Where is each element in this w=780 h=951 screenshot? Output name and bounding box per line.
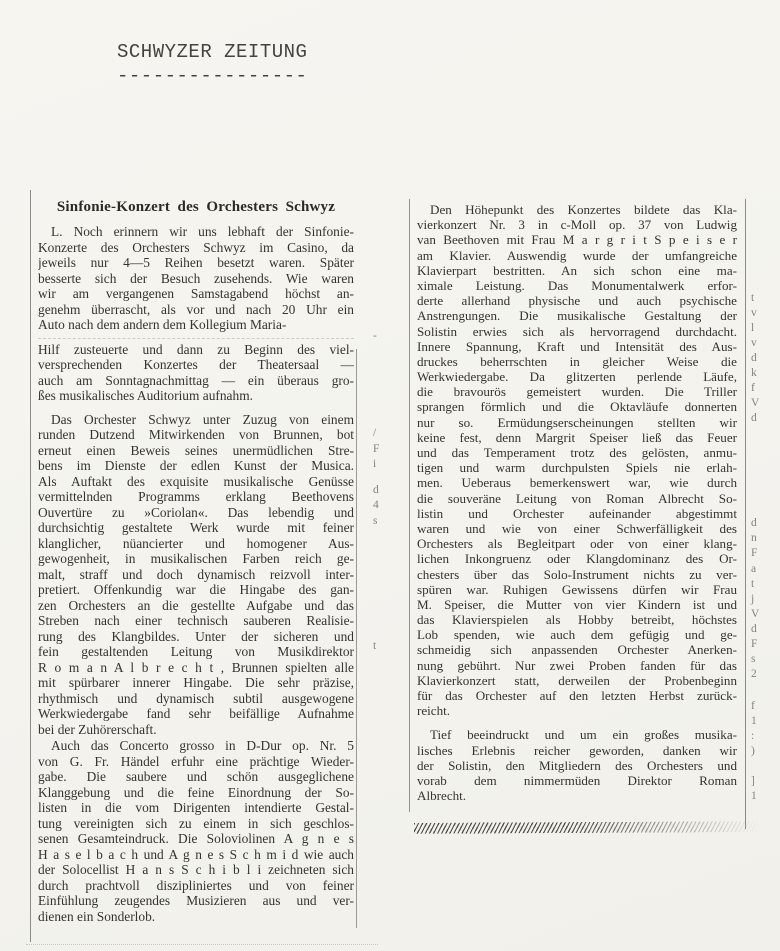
text-line: M. Speiser, die Mutter von vier Kindern ist und	[417, 596, 737, 612]
paste-seam-hatching	[414, 821, 760, 834]
text-line: spüren war. Ruhigen Gewissens dürfen wir Frau	[417, 581, 737, 597]
text-line: rhythmisch und dynamisch subtil ausgewogene	[38, 690, 354, 706]
margin-mark: s	[373, 515, 378, 527]
text-line: Albrecht.	[417, 788, 467, 804]
text-line: runden Dutzend Mitwirkenden von Brunnen, bot	[38, 427, 354, 442]
text-line: durchsichtig gestaltete Werk wurde mit feiner	[38, 520, 354, 535]
text-line: Orchesters als Begleitpart oder von einer klang-	[417, 536, 737, 552]
text-line: Auto nach dem andern dem Kollegium Maria-	[38, 317, 287, 332]
text-line: Klavierpart bestritten. An sich schon eine ma-	[417, 262, 737, 278]
text-line: Ouvertüre zu »Coriolan«. Das lebendig und	[38, 504, 354, 520]
text-line: malt, straff und doch dynamisch reizvoll inter-	[38, 566, 354, 582]
text-line: chesters über das Solo-Instrument nichts zu ver-	[417, 566, 737, 582]
text-line: Auch das Concerto grosso in D-Dur op. Nr. 5	[51, 738, 354, 753]
text-line: ßes musikalisches Auditorium aufnahm.	[38, 388, 253, 403]
text-line: druckes beherrschten in gleicher Weise die	[417, 353, 737, 369]
text-line: erneut einen Beweis seines unermüdlichen Stre-	[38, 442, 354, 458]
text-line: senen Gesamteindruck. Die Soloviolinen A g n e s	[38, 831, 354, 846]
text-line: Klavierkonzert statt, derweilen der Probenbeginn	[417, 672, 737, 688]
text-line: Klanggebung und die feine Einordnung der So-	[38, 784, 354, 800]
article-heading: Sinfonie-Konzert des Orchesters Schwyz	[56, 199, 336, 215]
text-line: lichen Inkongruenz oder Klangdominanz des Or-	[417, 551, 737, 567]
paragraph	[38, 412, 354, 738]
text-line: fein gestaltenden Leitung von Musikdirektor	[38, 644, 354, 659]
text-line: durch prachtvoll diszipliniertes und von feiner	[38, 877, 354, 893]
margin-mark: n	[751, 532, 757, 544]
margin-mark: d	[751, 623, 757, 635]
text-line: van Beethoven mit Frau M a r g r i t S p e i s e r	[417, 232, 737, 248]
text-line: Solistin erwies sich als hervorragend durchdacht.	[417, 323, 737, 339]
text-line: mit spürbarer innerer Hingabe. Die sehr präzise,	[38, 675, 354, 690]
text-line: Den Höhepunkt des Konzertes bildete das Kla-	[430, 202, 737, 217]
text-line: pretiert. Offenkundig war die Hingabe des gan-	[38, 582, 354, 597]
text-line: Werkwiedergabe. Da glitzerten perlende Läufe,	[417, 369, 737, 385]
article-right-column	[417, 202, 737, 803]
paragraph	[417, 202, 737, 718]
margin-mark: s	[751, 653, 756, 665]
margin-mark: /	[373, 427, 377, 439]
text-line: Tief beeindruckt und um ein großes musika-	[430, 727, 737, 743]
margin-mark: t	[751, 292, 755, 304]
column-rule-right-inner	[409, 199, 410, 812]
margin-mark: v	[751, 307, 757, 319]
margin-mark: f	[751, 382, 755, 394]
margin-mark: F	[751, 638, 758, 650]
text-line: gewogenheit, in musikalischen Farben reich ge-	[38, 551, 354, 566]
margin-mark: i	[373, 458, 377, 470]
text-line: vermittelnden Programms erklang Beethovens	[38, 489, 354, 504]
text-line: versprechenden Konzertes der Theatersaal —	[38, 357, 354, 372]
margin-mark: V	[751, 397, 760, 409]
text-line: am Klavier. Auswendig wurde der umfangreiche	[417, 247, 737, 263]
margin-mark: ]	[751, 775, 755, 787]
text-line: Hilf zusteuerte und dann zu Beginn des viel-	[38, 341, 354, 357]
text-line: tung vereinigten sich zu einem in sich geschlos-	[38, 815, 354, 831]
text-line: bens im Dienste der edlen Kunst der Musica.	[38, 458, 354, 473]
text-line: H a s e l b a c h und A g n e s S c h m i d wie auch	[38, 846, 354, 862]
text-line: gabe. Die saubere und schön ausgeglichene	[38, 769, 354, 784]
text-line: für das Orchester auf den letzten Herbst zurück-	[417, 688, 737, 703]
paragraph	[38, 738, 354, 924]
column-rule-left-inner	[356, 349, 357, 928]
text-line: genehm überrascht, als vor und nach 20 Uhr ein	[38, 301, 354, 317]
text-line: listen in die vom Dirigenten intendierte Gestal-	[38, 800, 354, 815]
text-line: auch am Sonntagnachmittag — ein überaus gro-	[38, 372, 354, 388]
text-line: reicht.	[417, 703, 451, 719]
margin-mark: 2	[751, 668, 757, 680]
bottom-scan-seam	[26, 944, 378, 945]
text-line: nur so. Ermüdungserscheinungen stellten wir	[417, 414, 737, 430]
margin-mark: V	[751, 608, 760, 620]
text-line: Lob spenden, wie auch dem gefügig und ge-	[417, 627, 737, 643]
text-line: lisches Erlebnis reicher geworden, danken wir	[417, 742, 737, 758]
text-line: Konzerte des Orchesters Schwyz im Casino, da	[38, 239, 354, 255]
text-line: klanglicher, nüancierter und homogener Aus-	[38, 535, 354, 551]
margin-mark: j	[751, 593, 755, 605]
text-line: jeweils nur 4—5 Reihen besetzt waren. Später	[38, 255, 354, 270]
margin-mark: t	[373, 640, 377, 652]
margin-mark: -	[373, 330, 377, 342]
column-rule-left-outer	[30, 190, 31, 942]
text-line: vorab dem nimmermüden Direktor Roman	[417, 772, 737, 788]
text-line: Das Orchester Schwyz unter Zuzug von einem	[51, 411, 354, 427]
text-line: von G. Fr. Händel erfuhr eine prächtige Wieder-	[38, 753, 354, 769]
right-column-paragraphs	[417, 202, 737, 803]
margin-mark: t	[751, 578, 755, 590]
text-line: schmeidig sich anpassenden Orchester Anerken-	[417, 642, 737, 658]
text-line: die souveräne Leitung von Roman Albrecht So-	[417, 490, 737, 506]
text-line: Einfühlung zeugendes Musizieren aus und ver-	[38, 893, 354, 908]
text-line: dienen ein Sonderlob.	[38, 908, 156, 924]
article-left-column	[38, 199, 354, 924]
text-line: bei der Zuhörerschaft.	[38, 721, 157, 737]
text-line: L. Noch erinnern wir uns lebhaft der Sinfonie-	[51, 224, 354, 239]
paragraph	[38, 338, 354, 404]
masthead-underline: ----------------	[117, 65, 308, 87]
margin-mark: k	[751, 367, 757, 379]
margin-mark: 1	[751, 790, 757, 802]
margin-mark: :	[751, 730, 755, 742]
text-line: nung gebührt. Nur zwei Proben fanden für das	[417, 657, 737, 673]
text-line: Als Auftakt des exquisite musikalische Genüsse	[38, 473, 354, 489]
margin-mark: a	[751, 563, 757, 575]
margin-mark: f	[751, 700, 755, 712]
margin-mark: d	[751, 412, 757, 424]
text-line: tigen und warm durchpulsten Spiels nie erlah-	[417, 460, 737, 476]
column-rule-right-outer	[745, 199, 746, 829]
text-line: wir am vergangenen Samstagabend höchst an-	[38, 286, 354, 301]
margin-mark: F	[751, 547, 758, 559]
text-line: rung des Klangbildes. Unter der sicheren und	[38, 628, 354, 644]
text-line: Anstrengungen. Die musikalische Gestaltung der	[417, 308, 737, 324]
margin-mark: d	[373, 484, 379, 496]
margin-mark: F	[373, 443, 380, 455]
text-line: der Solocellist H a n s S c h i b l i zeichneten sich	[38, 862, 354, 877]
text-line: das Klavierspielen als Hobby betreibt, höchstes	[417, 612, 737, 628]
text-line: ximale Leistung. Das Monumentalwerk erfor-	[417, 277, 737, 293]
text-line: keine fest, denn Margrit Speiser ließ das Feuer	[417, 429, 737, 445]
paragraph	[417, 727, 737, 803]
newspaper-masthead	[117, 42, 307, 87]
text-line: besserte sich der Besuch zusehends. Wie waren	[38, 270, 354, 286]
margin-mark: l	[751, 322, 755, 334]
margin-mark: v	[751, 337, 757, 349]
text-line: R o m a n A l b r e c h t , Brunnen spielten alle	[38, 659, 354, 675]
text-line: der Solistin, den Mitgliedern des Orchesters und	[417, 757, 737, 773]
text-line: vierkonzert Nr. 3 in c-Moll op. 37 von Ludwig	[417, 217, 737, 233]
text-line: Streben nach einer technisch sauberen Realisie-	[38, 613, 354, 628]
text-line: und das Temperament trotz des gelösten, anmu-	[417, 445, 737, 460]
margin-mark: d	[751, 352, 757, 364]
newspaper-title: SCHWYZER ZEITUNG	[117, 41, 308, 63]
text-line: listin und Orchester aufeinander abgestimmt	[417, 505, 737, 521]
paragraph	[38, 224, 354, 333]
text-line: derte allerhand physische und auch psychische	[417, 293, 737, 309]
left-column-paragraphs	[38, 224, 354, 924]
margin-mark: 4	[373, 499, 379, 511]
text-line: waren und wie von einer Schwerfälligkeit des	[417, 520, 737, 536]
text-line: Innere Spannung, Kraft und Intensität des Aus-	[417, 338, 737, 354]
text-line: men. Ueberaus bemerkenswert war, wie durch	[417, 475, 737, 491]
text-line: die bravourös gemeistert wurden. Die Triller	[417, 384, 737, 400]
margin-mark: d	[751, 517, 757, 529]
text-line: zen Orchesters an die gestellte Aufgabe und das	[38, 597, 354, 613]
text-line: Werkwiedergabe fand sehr beifällige Aufnahme	[38, 706, 354, 721]
text-line: sprangen förmlich und die Oktavläufe donnerten	[417, 399, 737, 415]
margin-mark: )	[751, 745, 755, 757]
margin-mark: 1	[751, 715, 757, 727]
